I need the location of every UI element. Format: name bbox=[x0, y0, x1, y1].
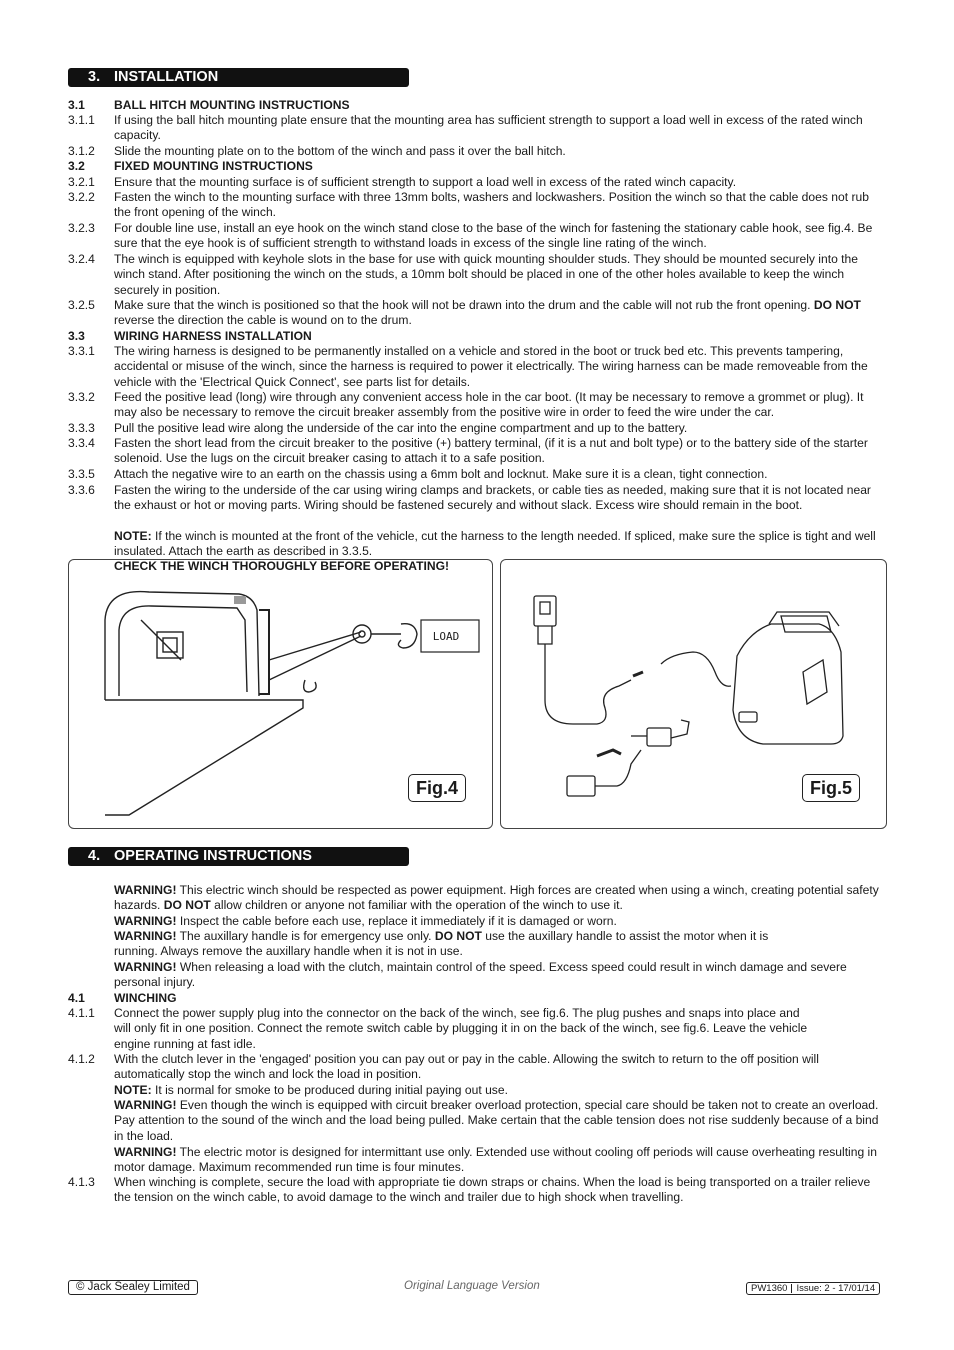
warning-text: The electric motor is designed for intermittant use only. Extended use without cooling off periods will cause overheating resulting in motor damage. Maximum recommended run time is four minutes. bbox=[114, 1145, 877, 1175]
item-text: Fasten the wiring to the underside of the car using wiring clamps and brackets, or cable ties as needed, making sure that it is not located near the exhaust or hot or moving parts. Wiring should be fastened securely and without slack. Excess wire should remain in the boot. bbox=[114, 483, 871, 513]
item-title: WIRING HARNESS INSTALLATION bbox=[114, 329, 312, 343]
note-2 bbox=[114, 1083, 884, 1098]
item-title: FIXED MOUNTING INSTRUCTIONS bbox=[114, 159, 313, 173]
item-3-2-3 bbox=[68, 221, 888, 252]
item-number: 4.1.2 bbox=[68, 1052, 95, 1066]
text-part: The auxillary handle is for emergency use only. bbox=[179, 929, 432, 943]
item-text bbox=[114, 1006, 888, 1052]
item-number: 3.3.3 bbox=[68, 421, 95, 435]
section-4-header bbox=[68, 847, 409, 866]
item-text: The winch is equipped with keyhole slots in the base for use with quick mounting shoulder studs. They should be mounted securely into the winch stand. After positioning the winch on the studs, a 10mm bolt should be placed in one of the other holes available to keep the winch securely in position. bbox=[114, 252, 858, 297]
item-3-2-5 bbox=[68, 298, 888, 329]
item-number: 3.2.1 bbox=[68, 175, 95, 189]
note-label: NOTE: bbox=[114, 529, 152, 543]
item-text bbox=[114, 298, 888, 329]
item-title: WINCHING bbox=[114, 991, 177, 1005]
warning-text: Even though the winch is equipped with circuit breaker overload protection, special care should be taken not to create an overload. Pay attention to the sound of the winch and the load being pulled. Make certain that the cable tension does not rise suddenly because of a bind in the load. bbox=[114, 1098, 879, 1143]
item-number: 3.2.5 bbox=[68, 298, 95, 312]
warning-label: WARNING! bbox=[114, 1145, 177, 1159]
item-3-2-2 bbox=[68, 190, 888, 221]
section-number: 3. bbox=[88, 69, 101, 85]
item-text: Attach the negative wire to an earth on the chassis using a 6mm bolt and locknut. Make sure it is a clean, tight connection. bbox=[114, 467, 768, 481]
item-number: 3.2.2 bbox=[68, 190, 95, 204]
item-text: For double line use, install an eye hook on the winch stand close to the base of the winch for fastening the stationary cable hook, see fig.4. Be sure that the eye hook is of sufficient strength to withstand loads in excess of the single line rating of the winch. bbox=[114, 221, 873, 251]
warning-label: WARNING! bbox=[114, 960, 177, 974]
warning-1 bbox=[114, 883, 884, 914]
item-number: 3.2.4 bbox=[68, 252, 95, 266]
item-text: Fasten the short lead from the circuit breaker to the positive (+) battery terminal, (if it is a nut and bolt type) or to the battery side of the starter solenoid. Use the lugs on the circuit breaker casing to attach it to a safe position. bbox=[114, 436, 868, 466]
item-text: If using the ball hitch mounting plate ensure that the mounting area has sufficient strength to support a load well in excess of the rated winch capacity. bbox=[114, 113, 863, 143]
warning-label: WARNING! bbox=[114, 929, 177, 943]
warning-2 bbox=[114, 914, 884, 929]
item-4-1-1 bbox=[68, 1006, 888, 1052]
emphasis: DO NOT bbox=[813, 298, 861, 312]
item-text: Slide the mounting plate on to the bottom of the winch and pass it over the ball hitch. bbox=[114, 144, 566, 158]
divider bbox=[791, 1284, 792, 1293]
section-title: OPERATING INSTRUCTIONS bbox=[114, 848, 312, 864]
item-number: 3.3.1 bbox=[68, 344, 95, 358]
section-title: INSTALLATION bbox=[114, 69, 219, 85]
text-part: running. Always remove the auxillary handle when it is not in use. bbox=[114, 944, 463, 959]
warning-label: WARNING! bbox=[114, 1098, 177, 1112]
item-3-1-2 bbox=[68, 144, 888, 159]
emphasis: DO NOT bbox=[434, 929, 482, 943]
figure-4-label: Fig.4 bbox=[408, 774, 466, 802]
item-text: Fasten the winch to the mounting surface with three 13mm bolts, washers and lockwashers. Position the winch so that the cable does not rub the front opening of the winch. bbox=[114, 190, 869, 220]
warning-6 bbox=[114, 1145, 884, 1176]
emphasis: DO NOT bbox=[163, 898, 211, 913]
heading-4-1 bbox=[68, 991, 888, 1006]
item-3-3-6 bbox=[68, 483, 888, 514]
item-3-3-4 bbox=[68, 436, 888, 467]
item-number: 4.1.1 bbox=[68, 1006, 95, 1020]
item-number: 3.2.3 bbox=[68, 221, 95, 235]
note-label: NOTE: bbox=[114, 1083, 152, 1097]
warning-5 bbox=[114, 1098, 884, 1144]
item-number: 3.3.4 bbox=[68, 436, 95, 450]
check-text: CHECK THE WINCH THOROUGHLY BEFORE OPERATING! bbox=[114, 559, 450, 573]
text-line: Connect the power supply plug into the connector on the back of the winch, see fig.6. The plug pushes and snaps into place and bbox=[114, 1006, 800, 1020]
heading-3-3 bbox=[68, 329, 888, 344]
text-part: Make sure that the winch is positioned so that the hook will not be drawn into the drum and the cable will not rub the front opening. bbox=[114, 298, 811, 312]
text-part: allow children or anyone not familiar with the operation of the winch to use it. bbox=[214, 898, 623, 913]
section-3-header bbox=[68, 68, 409, 87]
note-text: If the winch is mounted at the front of the vehicle, cut the harness to the length needed. If spliced, make sure the splice is tight and well insulated. Attach the earth as described in 3.3.5. bbox=[114, 529, 876, 559]
section-number: 4. bbox=[88, 848, 101, 864]
product-code: PW1360 bbox=[751, 1283, 788, 1294]
figure-5-panel bbox=[500, 559, 887, 829]
item-number: 3.3.6 bbox=[68, 483, 95, 497]
issue-info: Issue: 2 - 17/01/14 bbox=[796, 1283, 876, 1294]
text-part: This electric winch should be respected as power equipment. High forces are created when using a winch, creating potential safety hazards. bbox=[114, 883, 879, 913]
heading-3-2 bbox=[68, 159, 888, 174]
item-3-3-5 bbox=[68, 467, 888, 482]
item-number: 4.1.3 bbox=[68, 1175, 95, 1189]
warning-4 bbox=[114, 960, 884, 991]
warning-3 bbox=[114, 929, 884, 960]
text-line: will only fit in one position. Connect the remote switch cable by plugging it in on the back of the winch, see fig.6. Leave the vehicle bbox=[114, 1021, 808, 1036]
item-3-3-1 bbox=[68, 344, 888, 390]
item-text: With the clutch lever in the 'engaged' position you can pay out or pay in the cable. Allowing the switch to return to the off position will automatically stop the winch and lock the load in position. bbox=[114, 1052, 819, 1082]
load-label: LOAD bbox=[432, 630, 460, 643]
item-4-1-2 bbox=[68, 1052, 888, 1083]
heading-3-1 bbox=[68, 98, 888, 113]
item-text: Pull the positive lead wire along the underside of the car into the engine compartment and up to the battery. bbox=[114, 421, 688, 435]
item-3-2-1 bbox=[68, 175, 888, 190]
item-number: 3.3.2 bbox=[68, 390, 95, 404]
warning-label: WARNING! bbox=[114, 883, 177, 897]
item-number: 3.2 bbox=[68, 159, 85, 173]
item-number: 4.1 bbox=[68, 991, 85, 1005]
warning-text: Inspect the cable before each use, replace it immediately if it is damaged or worn. bbox=[179, 914, 617, 928]
item-number: 3.3.5 bbox=[68, 467, 95, 481]
item-3-3-2 bbox=[68, 390, 888, 421]
copyright-notice: © Jack Sealey Limited bbox=[68, 1280, 198, 1295]
item-3-3-3 bbox=[68, 421, 888, 436]
item-number: 3.1.1 bbox=[68, 113, 95, 127]
item-number: 3.3 bbox=[68, 329, 85, 343]
text-part: reverse the direction the cable is wound on to the drum. bbox=[114, 313, 412, 328]
item-text: When winching is complete, secure the load with appropriate tie down straps or chains. When the load is being transported on a trailer relieve the tension on the winch cable, to avoid damage to the winch and trailer due to high shock when travelling. bbox=[114, 1175, 871, 1205]
item-number: 3.1 bbox=[68, 98, 85, 112]
figure-5-label: Fig.5 bbox=[802, 774, 860, 802]
document-code bbox=[746, 1282, 880, 1295]
item-text: The wiring harness is designed to be permanently installed on a vehicle and stored in the boot or truck bed etc. This prevents tampering, accidental or misuse of the winch, since the harness is required to power it electrically. The wiring harness can be made removeable from the vehicle with the 'Electrical Quick Connect', see parts list for details. bbox=[114, 344, 868, 389]
item-text: Feed the positive lead (long) wire through any convenient access hole in the car boot. (It may be necessary to remove a grommet or plug). It may also be necessary to remove the circuit breaker assembly from the positive wire in order to feed the wire under the car. bbox=[114, 390, 864, 420]
item-4-1-3 bbox=[68, 1175, 888, 1206]
item-3-1-1 bbox=[68, 113, 888, 144]
text-part: use the auxillary handle to assist the motor when it is bbox=[485, 929, 769, 943]
item-text: Ensure that the mounting surface is of sufficient strength to support a load well in excess of the rated winch capacity. bbox=[114, 175, 737, 189]
warning-text: When releasing a load with the clutch, maintain control of the speed. Excess speed could result in winch damage and severe personal injury. bbox=[114, 960, 847, 990]
text-line: engine running at fast idle. bbox=[114, 1036, 256, 1051]
item-number: 3.1.2 bbox=[68, 144, 95, 158]
warning-label: WARNING! bbox=[114, 914, 177, 928]
language-version: Original Language Version bbox=[404, 1280, 540, 1292]
note-1 bbox=[114, 529, 884, 560]
note-text: It is normal for smoke to be produced during initial paying out use. bbox=[155, 1083, 508, 1097]
figure-4-panel bbox=[68, 559, 493, 829]
item-3-2-4 bbox=[68, 252, 888, 298]
item-title: BALL HITCH MOUNTING INSTRUCTIONS bbox=[114, 98, 350, 112]
